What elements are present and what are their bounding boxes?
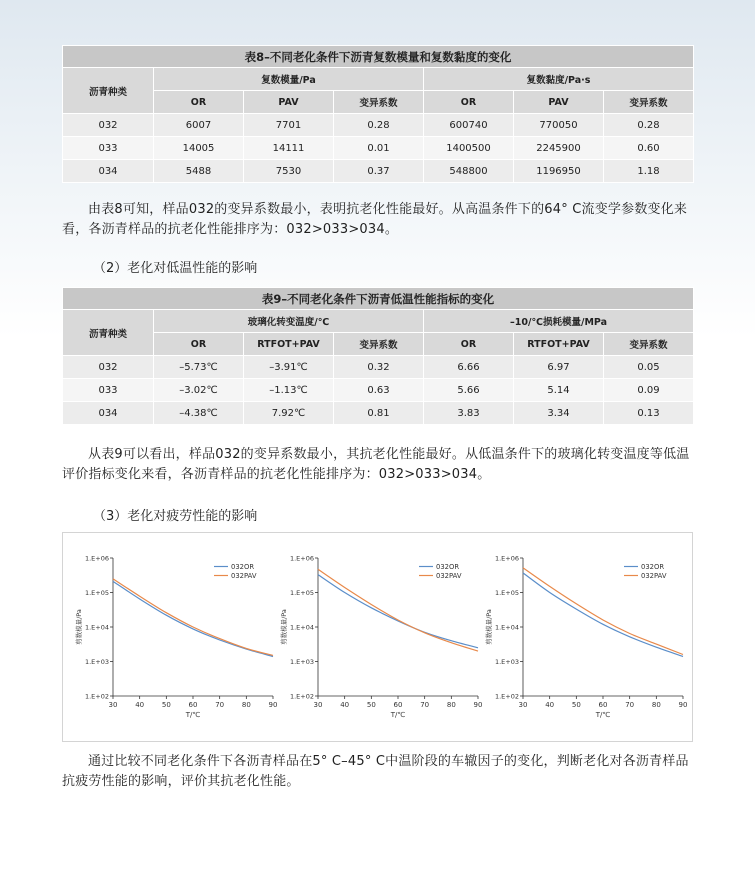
x-tick-label: 70 (215, 701, 225, 709)
table-cell: 5.14 (514, 379, 604, 402)
table-8-col-header: PAV (514, 91, 604, 114)
table-cell: 5.66 (424, 379, 514, 402)
x-tick-label: 90 (473, 701, 483, 709)
table-cell: 0.81 (334, 402, 424, 425)
x-tick-label: 30 (518, 701, 528, 709)
table-cell: 14111 (244, 137, 334, 160)
x-tick-label: 90 (268, 701, 278, 709)
x-axis-label: T/℃ (185, 711, 201, 719)
table-cell: 770050 (514, 114, 604, 137)
table-row (63, 114, 694, 137)
y-tick-label: 1.E+04 (84, 623, 109, 632)
table-cell: 0.09 (604, 379, 694, 402)
x-tick-label: 60 (188, 701, 198, 709)
y-tick-label: 1.E+05 (84, 589, 109, 597)
legend-label: 032PAV (436, 572, 462, 580)
table-9-group1: 玻璃化转变温度/℃ (154, 310, 424, 333)
table-row (63, 402, 694, 425)
legend-label: 032PAV (641, 572, 667, 580)
y-axis-label: 剪数模量/Pa (280, 609, 288, 645)
x-tick-label: 50 (161, 701, 171, 709)
x-tick-label: 40 (340, 701, 350, 709)
legend-label: 032OR (231, 563, 255, 571)
table-cell: –4.38℃ (154, 402, 244, 425)
table-cell: 034 (63, 160, 154, 183)
x-tick-label: 80 (651, 701, 661, 709)
y-tick-label: 1.E+03 (84, 658, 109, 666)
table-8 (62, 45, 694, 183)
x-tick-label: 50 (571, 701, 581, 709)
x-tick-label: 30 (108, 701, 118, 709)
table-8-col-header: OR (154, 91, 244, 114)
y-tick-label: 1.E+06 (289, 554, 314, 563)
chart-panel-3 (474, 533, 688, 741)
table-8-rowhead: 沥青种类 (63, 68, 154, 114)
y-axis-label: 剪数模量/Pa (75, 609, 83, 645)
table-cell: 0.60 (604, 137, 694, 160)
table-cell: 6.66 (424, 356, 514, 379)
table-cell: 7530 (244, 160, 334, 183)
table-8-col-header: PAV (244, 91, 334, 114)
table-cell: 0.01 (334, 137, 424, 160)
table-9-col-header: RTFOT+PAV (514, 333, 604, 356)
series-line-032OR (113, 581, 273, 656)
table-8-col-header: OR (424, 91, 514, 114)
series-line-032PAV (318, 569, 478, 651)
table-cell: –5.73℃ (154, 356, 244, 379)
chart-panel-2 (269, 533, 483, 741)
section-heading-3: （3）老化对疲劳性能的影响 (93, 509, 258, 524)
table-cell: 0.32 (334, 356, 424, 379)
table-9-group2: –10/℃损耗模量/MPa (424, 310, 694, 333)
y-tick-label: 1.E+04 (494, 623, 519, 632)
table-cell: 033 (63, 137, 154, 160)
table-cell: 1196950 (514, 160, 604, 183)
y-tick-label: 1.E+03 (289, 658, 314, 666)
table-cell: 032 (63, 114, 154, 137)
figure-fatigue-charts (62, 532, 693, 742)
legend-label: 032PAV (231, 572, 257, 580)
table-row (63, 160, 694, 183)
x-tick-label: 60 (393, 701, 403, 709)
table-cell: 0.28 (334, 114, 424, 137)
table-9-col-header: OR (424, 333, 514, 356)
table-row (63, 356, 694, 379)
table-9 (62, 287, 694, 425)
table-cell: 2245900 (514, 137, 604, 160)
table-cell: –1.13℃ (244, 379, 334, 402)
series-line-032PAV (523, 568, 683, 655)
x-tick-label: 80 (241, 701, 251, 709)
section-heading-2: （2）老化对低温性能的影响 (93, 261, 258, 276)
y-tick-label: 1.E+02 (289, 692, 314, 701)
y-tick-label: 1.E+04 (289, 623, 314, 632)
table-cell: 6.97 (514, 356, 604, 379)
table-9-col-header: 变异系数 (334, 333, 424, 356)
table-9-col-header: OR (154, 333, 244, 356)
table-cell: 0.13 (604, 402, 694, 425)
x-tick-label: 80 (446, 701, 456, 709)
table-row (63, 137, 694, 160)
table-9-col-header: 变异系数 (604, 333, 694, 356)
y-tick-label: 1.E+02 (84, 692, 109, 701)
x-tick-label: 60 (598, 701, 608, 709)
table-cell: 7.92℃ (244, 402, 334, 425)
y-tick-label: 1.E+06 (494, 554, 519, 563)
x-tick-label: 70 (625, 701, 635, 709)
x-tick-label: 70 (420, 701, 430, 709)
table-8-col-header: 变异系数 (334, 91, 424, 114)
paragraph-2: 从表9可以看出，样品032的变异系数最小，其抗老化性能最好。从低温条件下的玻璃化转变温度等低温评价指标变化来看，各沥青样品的抗老化性能排序为：032>033>034。 (62, 447, 690, 482)
table-cell: 548800 (424, 160, 514, 183)
y-tick-label: 1.E+05 (289, 589, 314, 597)
table-cell: 034 (63, 402, 154, 425)
y-tick-label: 1.E+06 (84, 554, 109, 563)
table-cell: –3.91℃ (244, 356, 334, 379)
table-cell: 5488 (154, 160, 244, 183)
paragraph-3: 通过比较不同老化条件下各沥青样品在5° C–45° C中温阶段的车辙因子的变化，判断老化对各沥青样品抗疲劳性能的影响，评价其抗老化性能。 (62, 754, 689, 789)
table-cell: –3.02℃ (154, 379, 244, 402)
y-axis-label: 剪数模量/Pa (485, 609, 493, 645)
table-9-title: 表9–不同老化条件下沥青低温性能指标的变化 (63, 288, 694, 310)
paragraph-1: 由表8可知，样品032的变异系数最小，表明抗老化性能最好。从高温条件下的64° C流变学参数变化来看，各沥青样品的抗老化性能排序为：032>033>034。 (62, 202, 688, 237)
table-cell: 1.18 (604, 160, 694, 183)
table-cell: 14005 (154, 137, 244, 160)
legend-label: 032OR (436, 563, 460, 571)
table-8-group1: 复数模量/Pa (154, 68, 424, 91)
chart-panel-1 (64, 533, 278, 741)
table-cell: 3.34 (514, 402, 604, 425)
table-8-title: 表8–不同老化条件下沥青复数模量和复数黏度的变化 (63, 46, 694, 68)
table-cell: 1400500 (424, 137, 514, 160)
x-axis-label: T/℃ (595, 711, 611, 719)
table-cell: 7701 (244, 114, 334, 137)
table-8-group2: 复数黏度/Pa·s (424, 68, 694, 91)
table-row (63, 379, 694, 402)
x-axis-label: T/℃ (390, 711, 406, 719)
table-cell: 0.28 (604, 114, 694, 137)
table-cell: 0.37 (334, 160, 424, 183)
table-cell: 0.05 (604, 356, 694, 379)
y-tick-label: 1.E+03 (494, 658, 519, 666)
y-tick-label: 1.E+02 (494, 692, 519, 701)
series-line-032PAV (113, 579, 273, 656)
table-cell: 6007 (154, 114, 244, 137)
table-cell: 600740 (424, 114, 514, 137)
table-cell: 032 (63, 356, 154, 379)
table-cell: 3.83 (424, 402, 514, 425)
x-tick-label: 40 (135, 701, 145, 709)
table-8-col-header: 变异系数 (604, 91, 694, 114)
table-cell: 0.63 (334, 379, 424, 402)
x-tick-label: 90 (678, 701, 688, 709)
x-tick-label: 30 (313, 701, 323, 709)
y-tick-label: 1.E+05 (494, 589, 519, 597)
x-tick-label: 40 (545, 701, 555, 709)
legend-label: 032OR (641, 563, 665, 571)
table-9-col-header: RTFOT+PAV (244, 333, 334, 356)
table-cell: 033 (63, 379, 154, 402)
series-line-032OR (523, 573, 683, 657)
table-9-rowhead: 沥青种类 (63, 310, 154, 356)
x-tick-label: 50 (366, 701, 376, 709)
